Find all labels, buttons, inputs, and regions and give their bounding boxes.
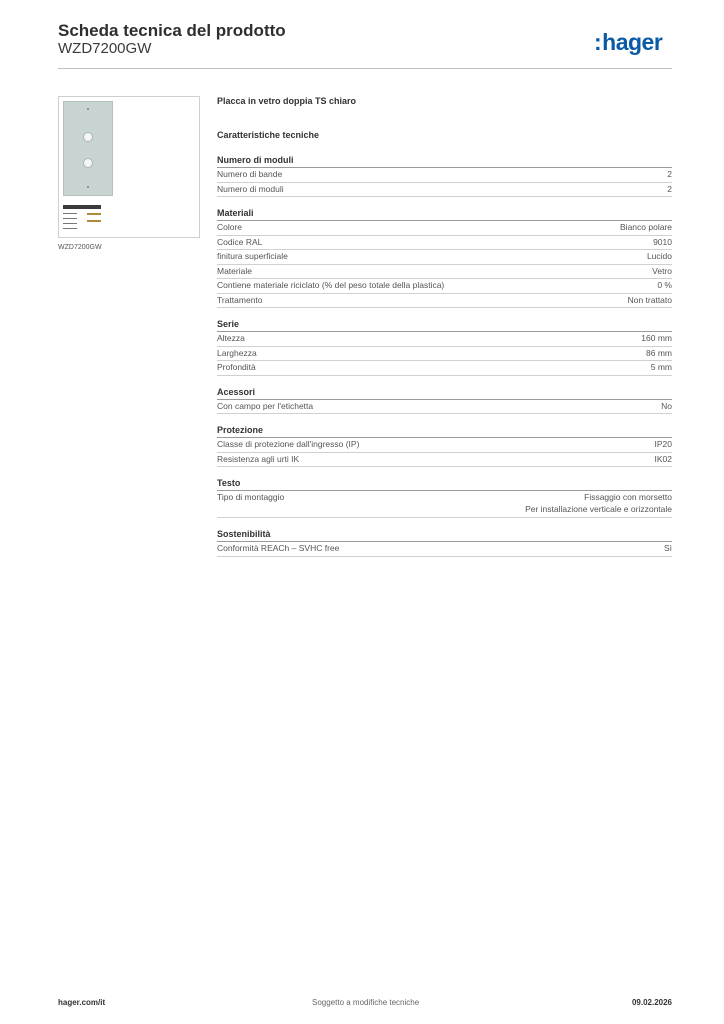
- section-title: Serie: [217, 318, 672, 332]
- spec-label: Materiale: [217, 265, 252, 276]
- spec-value: Bianco polare: [620, 222, 672, 232]
- spec-label: Colore: [217, 222, 243, 232]
- spec-value: IK02: [654, 453, 672, 464]
- spec-label: Codice RAL: [217, 236, 263, 247]
- plate-dot: [87, 108, 89, 110]
- spec-value: 5 mm: [650, 362, 672, 372]
- spec-label: Numero di bande: [217, 169, 283, 179]
- spec-label: Trattamento: [217, 294, 263, 305]
- glass-plate-image: [63, 101, 113, 196]
- spec-value: Vetro: [652, 265, 672, 276]
- spec-row: [217, 183, 672, 198]
- spec-section: [217, 154, 672, 197]
- section-title: Numero di moduli: [217, 154, 672, 168]
- section-title: Protezione: [217, 424, 672, 438]
- section-title: Sostenibilità: [217, 528, 672, 542]
- thumbnail-caption: WZD7200GW: [58, 244, 102, 251]
- spec-row: [217, 491, 672, 518]
- spec-value: 2: [667, 183, 672, 194]
- footer-website[interactable]: hager.com/it: [58, 998, 106, 1007]
- section-title: Materiali: [217, 207, 672, 221]
- spec-section: [217, 207, 672, 308]
- spec-section: [217, 318, 672, 376]
- spec-row: [217, 332, 672, 347]
- hager-logo[interactable]: [594, 29, 662, 56]
- spec-value: Non trattato: [627, 294, 672, 305]
- section-title: Acessori: [217, 386, 672, 400]
- accessory-bar-icon: [63, 205, 101, 209]
- spec-value: 2: [667, 169, 672, 179]
- logo-colon-icon: :: [594, 29, 602, 55]
- spec-label: Tipo di montaggio: [217, 492, 285, 502]
- screws-icon: [87, 213, 101, 227]
- spec-row: [217, 265, 672, 280]
- spec-label: finitura superficiale: [217, 251, 288, 261]
- spec-label: Classe di protezione dall'ingresso (IP): [217, 439, 360, 449]
- spec-sections: [217, 154, 672, 557]
- spec-row: [217, 438, 672, 453]
- spec-row: [217, 294, 672, 309]
- spec-row: [217, 250, 672, 265]
- footer-note: Soggetto a modifiche tecniche: [312, 998, 420, 1007]
- spec-row: [217, 400, 672, 415]
- spec-value: Sì: [663, 543, 672, 553]
- product-code: WZD7200GW: [58, 40, 152, 57]
- spec-label: Conformità REACh – SVHC free: [217, 543, 340, 553]
- spec-value: No: [661, 400, 672, 411]
- spec-section: [217, 477, 672, 518]
- spec-row: [217, 279, 672, 294]
- spec-value: 160 mm: [641, 333, 672, 343]
- spec-label: Contiene materiale riciclato (% del peso totale della plastica): [217, 280, 445, 290]
- spec-row: [217, 236, 672, 251]
- spec-label: Con campo per l'etichetta: [217, 400, 314, 411]
- spec-row: [217, 168, 672, 183]
- spec-value: IP20: [654, 439, 672, 449]
- plate-hole: [83, 158, 93, 168]
- spec-value: Lucido: [646, 251, 672, 261]
- spec-section: [217, 528, 672, 557]
- spec-row: [217, 542, 672, 557]
- spec-row: [217, 221, 672, 236]
- accessory-lines-icon: [63, 213, 77, 233]
- product-name: Placca in vetro doppia TS chiaro: [217, 96, 357, 106]
- spec-label: Profondità: [217, 362, 256, 372]
- spec-value: 9010: [653, 236, 672, 247]
- spec-value: 86 mm: [646, 347, 672, 358]
- spec-label: Numero di moduli: [217, 183, 284, 194]
- spec-row: [217, 453, 672, 468]
- logo-text: hager: [602, 29, 663, 55]
- spec-label: Altezza: [217, 333, 245, 343]
- spec-row: [217, 361, 672, 376]
- spec-content: [217, 94, 672, 567]
- header-divider: [58, 68, 672, 69]
- spec-label: Resistenza agli urti IK: [217, 453, 300, 464]
- section-title: Testo: [217, 477, 672, 491]
- document-title: Scheda tecnica del prodotto: [58, 21, 286, 40]
- spec-row: [217, 347, 672, 362]
- footer-date: 09.02.2026: [631, 998, 672, 1007]
- product-thumbnail[interactable]: [58, 96, 200, 238]
- spec-section: [217, 386, 672, 415]
- tech-title: Caratteristiche tecniche: [217, 130, 320, 140]
- plate-dot: [87, 186, 89, 188]
- spec-value: Fissaggio con morsetto Per installazione verticale e orizzontale: [525, 492, 672, 514]
- spec-label: Larghezza: [217, 347, 257, 358]
- plate-hole: [83, 132, 93, 142]
- spec-section: [217, 424, 672, 467]
- spec-value: 0 %: [657, 280, 672, 290]
